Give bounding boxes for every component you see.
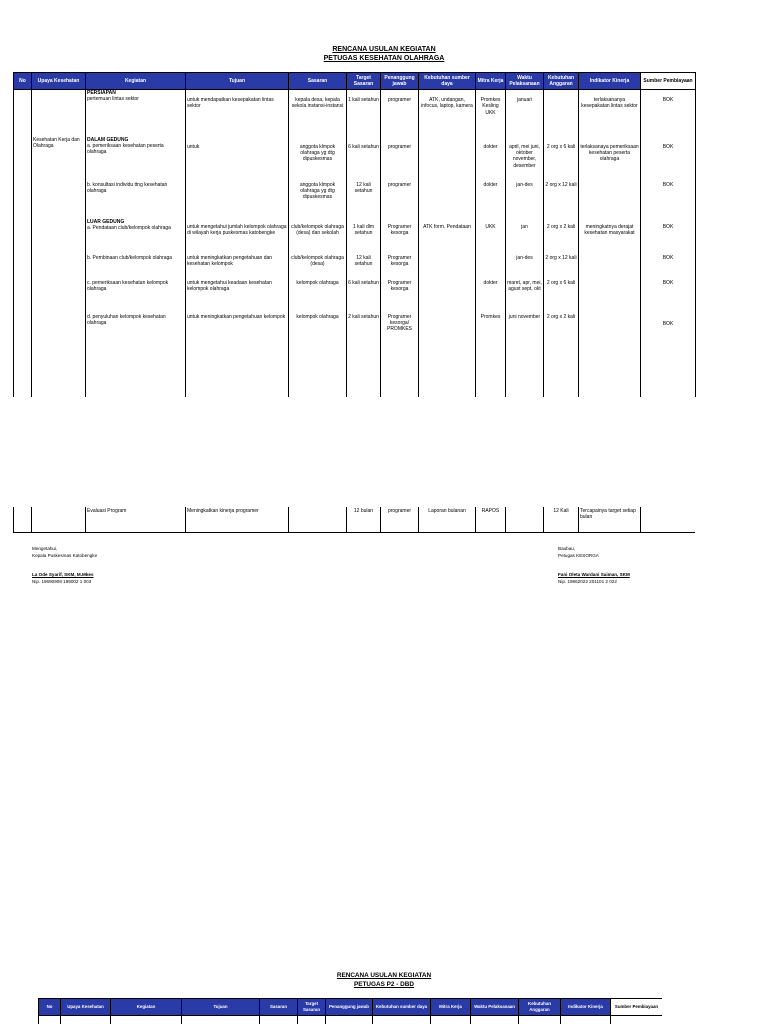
- anggaran-cell: 2 org x 6 kali: [544, 280, 579, 314]
- kegiatan-cell: Evaluasi Program: [86, 507, 186, 533]
- plan-table-2: [38, 998, 662, 1024]
- col-header-mitra: Mitra Kerja: [476, 73, 506, 90]
- col2-header-upaya: Upaya Kesehatan: [61, 999, 111, 1016]
- anggaran-cell: 2 org x 6 kali: [544, 137, 579, 182]
- pj-cell: Programer kesorga/ PROMKES: [381, 314, 419, 397]
- sasaran-cell: club/kelompok olahraga (desa) dan sekolah: [289, 219, 347, 255]
- col2-header-waktu: Waktu Pelaksanaan: [471, 999, 519, 1016]
- col2-header-pj: Penanggung jawab: [326, 999, 373, 1016]
- tujuan-cell: untuk mendapatkan kesepakatan lintas sektor: [186, 90, 289, 137]
- sumber-cell: ATK form. Pendataan: [419, 219, 476, 255]
- pembiayaan-cell: BOK: [641, 314, 696, 397]
- section-label: LUAR GEDUNG: [87, 218, 125, 225]
- indikator-cell: [579, 314, 641, 397]
- sumber-cell: [419, 137, 476, 182]
- waktu-cell: maret, apr, mei, agust sept, okt: [506, 280, 544, 314]
- table-row: [14, 137, 696, 182]
- waktu-cell: april, mei juni, oktober november, desember: [506, 137, 544, 182]
- col2-header-indikator: Indikator Kinerja: [561, 999, 611, 1016]
- signature-right: [558, 546, 630, 585]
- indikator-cell: terlaksanaya pemeriksaan kesehatan peserta olahraga: [579, 137, 641, 182]
- sign-right-name: Fani Oleta Wardani Saiman, SKM: [558, 572, 630, 578]
- col-header-sasaran: Sasaran: [289, 73, 347, 90]
- sign-left-line1: Mengetahui,: [32, 546, 58, 551]
- waktu-cell: jan-des: [506, 182, 544, 219]
- pembiayaan-cell: BOK: [641, 137, 696, 182]
- mitra-cell: UKK: [476, 219, 506, 255]
- document-title-2: RENCANA USULAN KEGIATAN: [336, 972, 432, 979]
- kegiatan-cell: pertemuan lintas sektor: [87, 96, 139, 103]
- upaya-cell: Kesehatan Kerja dan Olahraga: [32, 137, 86, 182]
- col-header-kegiatan: Kegiatan: [86, 73, 186, 90]
- pembiayaan-cell: BOK: [641, 219, 696, 255]
- pj-cell: programer: [381, 137, 419, 182]
- sumber-cell: ATK, undangan, infocus, laptop, kamera: [419, 90, 476, 137]
- col-header-waktu: Waktu Pelaksanaan: [506, 73, 544, 90]
- tujuan-cell: [186, 182, 289, 219]
- anggaran-cell: 2 org x 12 kali: [544, 255, 579, 280]
- kegiatan-cell: a. Pendataan club/kelompok olahraga: [87, 224, 171, 231]
- col-header-no: No: [14, 73, 32, 90]
- sign-right-line1: Baubau,: [558, 546, 576, 551]
- sign-left-name: La Ode Syarif, SKM, M.Mkes: [32, 572, 94, 578]
- kegiatan-cell: d. penyuluhan kelompok kesehatan olahraga: [86, 314, 186, 397]
- target-cell: 2 kali setahun: [347, 314, 381, 397]
- col2-header-kegiatan: Kegiatan: [111, 999, 182, 1016]
- col-header-indikator: Indikator Kinerja: [579, 73, 641, 90]
- pembiayaan-cell: BOK: [641, 255, 696, 280]
- waktu-cell: januari: [506, 90, 544, 137]
- document-title: RENCANA USULAN KEGIATAN: [332, 46, 436, 53]
- target-cell: 12 kali setahun: [347, 182, 381, 219]
- col2-header-tujuan: Tujuan: [182, 999, 260, 1016]
- section-label: DALAM GEDUNG: [87, 136, 129, 143]
- col-header-pembiayaan: Sumber Pembiayaan: [641, 73, 696, 90]
- anggaran-cell: 12 Kali: [544, 507, 579, 533]
- table-2-clip: [38, 998, 662, 1024]
- indikator-cell: [579, 255, 641, 280]
- sasaran-cell: anggota klmpok olahraga yg dtg dipuskesmas: [289, 137, 347, 182]
- pembiayaan-cell: BOK: [641, 90, 696, 137]
- sasaran-cell: kelompok olahraga: [289, 314, 347, 397]
- table-row: [14, 314, 696, 397]
- anggaran-cell: 2 org x 12 kali: [544, 182, 579, 219]
- target-cell: 1 kali setahun: [347, 90, 381, 137]
- table-2-header-row: [39, 999, 663, 1016]
- col2-header-sasaran: Sasaran: [260, 999, 298, 1016]
- anggaran-cell: 2 org x 2 kali: [544, 314, 579, 397]
- sign-left-line2: Kepala Puskesmas Katobengke: [32, 552, 98, 558]
- indikator-cell: [579, 182, 641, 219]
- kegiatan-cell: b. Pembinaan club/kelompok olahraga: [86, 255, 186, 280]
- table-row: [14, 255, 696, 280]
- sign-left-nip: Nip. 19690908 199002 1 003: [32, 578, 92, 584]
- target-cell: 12 bulan: [347, 507, 381, 533]
- waktu-cell: juni november: [506, 314, 544, 397]
- table-row: [14, 507, 696, 533]
- col2-header-sumber: Kebutuhan sumber daya: [373, 999, 431, 1016]
- kegiatan-cell: a. pemeriksaan kesehatan peserta olahraga: [87, 142, 164, 156]
- col2-header-pembiayaan: Sumber Pembiayaan: [611, 999, 663, 1016]
- target-cell: 6 kali setahun: [347, 280, 381, 314]
- pj-cell: Programer kesorga: [381, 255, 419, 280]
- col-header-anggaran: Kebutuhan Anggaran: [544, 73, 579, 90]
- pj-cell: Programer kesorga: [381, 280, 419, 314]
- col-header-sumber: Kebutuhan sumber daya: [419, 73, 476, 90]
- sumber-cell: [419, 280, 476, 314]
- sumber-cell: Laporan bulanan: [419, 507, 476, 533]
- tujuan-cell: untuk mengetahui keadaan kesehatan kelompok olahraga: [186, 280, 289, 314]
- col-header-tujuan: Tujuan: [186, 73, 289, 90]
- indikator-cell: terlaksananya kesepakatan lintas sektor: [579, 90, 641, 137]
- pembiayaan-cell: BOK: [641, 182, 696, 219]
- mitra-cell: RAPOS: [476, 507, 506, 533]
- indikator-cell: Tercapainya target setiap bulan: [579, 507, 641, 533]
- anggaran-cell: 2 org x 2 kali: [544, 219, 579, 255]
- waktu-cell: jan-des: [506, 255, 544, 280]
- col2-header-no: No: [39, 999, 61, 1016]
- signature-left: [32, 546, 97, 585]
- target-cell: 1 kali dlm setahun: [347, 219, 381, 255]
- plan-table: [13, 72, 696, 397]
- document-subtitle: PETUGAS KESEHATAN OLAHRAGA: [323, 55, 445, 62]
- table-row: [14, 280, 696, 314]
- mitra-cell: Promkes: [476, 314, 506, 397]
- sign-right-nip: Nip. 19862022 201101 2 022: [558, 578, 617, 584]
- col2-header-anggaran: Kebutuhan Anggaran: [519, 999, 561, 1016]
- tujuan-cell: untuk mengetahui jumlah kelompok olahraga di wilayah kerja puskesmas katobengke: [186, 219, 289, 255]
- pj-cell: programer: [381, 182, 419, 219]
- pj-cell: programer: [381, 90, 419, 137]
- waktu-cell: jan: [506, 219, 544, 255]
- col2-header-mitra: Mitra Kerja: [431, 999, 471, 1016]
- document-subtitle-2: PETUGAS P2 - DBD: [353, 981, 414, 988]
- col2-header-target: Target Sasaran: [298, 999, 326, 1016]
- table-row: [14, 219, 696, 255]
- table-row: [39, 1016, 663, 1024]
- sumber-cell: [419, 314, 476, 397]
- anggaran-cell: [544, 90, 579, 137]
- pj-cell: programer: [381, 507, 419, 533]
- kegiatan-cell: c. pemeriksaan kesehatan kelompok olahraga: [86, 280, 186, 314]
- tujuan-cell: untuk meningkatkan pengetahuan kelompok: [186, 314, 289, 397]
- sasaran-cell: anggota klmpok olahraga yg dtg dipuskesmas: [289, 182, 347, 219]
- col-header-upaya: Upaya Kesehatan: [32, 73, 86, 90]
- mitra-cell: Promkes Kesling UKK: [476, 90, 506, 137]
- sumber-cell: [419, 255, 476, 280]
- kegiatan-cell: b. konsultasi individu ttng kesehatan olahraga: [86, 182, 186, 219]
- indikator-cell: [579, 280, 641, 314]
- target-cell: 6 kali setahun: [347, 137, 381, 182]
- pembiayaan-cell: BOK: [641, 280, 696, 314]
- mitra-cell: dokter: [476, 182, 506, 219]
- pj-cell: Programer kesorga: [381, 219, 419, 255]
- sign-right-line2: Petugas KESORGA: [558, 552, 599, 558]
- sumber-cell: [419, 182, 476, 219]
- col-header-target: Target Sasaran: [347, 73, 381, 90]
- mitra-cell: [476, 255, 506, 280]
- section-label: PERSIAPAN: [87, 90, 116, 96]
- indikator-cell: meningkatnya derajat kesehatan masyarakat: [579, 219, 641, 255]
- tujuan-cell: Meningkatkan kinerja programer: [186, 507, 289, 533]
- table-row: [14, 182, 696, 219]
- evaluation-row-clip: [13, 507, 695, 541]
- tujuan-cell: untuk meningkatkan pengetahuan dan kesehatan kelompok: [186, 255, 289, 280]
- mitra-cell: dokter: [476, 137, 506, 182]
- tujuan-cell: untuk: [186, 137, 289, 182]
- col-header-pj: Penanggung jawab: [381, 73, 419, 90]
- sasaran-cell: kelompok olahraga: [289, 280, 347, 314]
- table-row: [14, 90, 696, 137]
- table-header-row: [14, 73, 696, 90]
- mitra-cell: dokter: [476, 280, 506, 314]
- sasaran-cell: kepala desa, kepala sekola instansi-instansi: [289, 90, 347, 137]
- target-cell: 12 kali setahun: [347, 255, 381, 280]
- sasaran-cell: club/kelompok olahraga (desa): [289, 255, 347, 280]
